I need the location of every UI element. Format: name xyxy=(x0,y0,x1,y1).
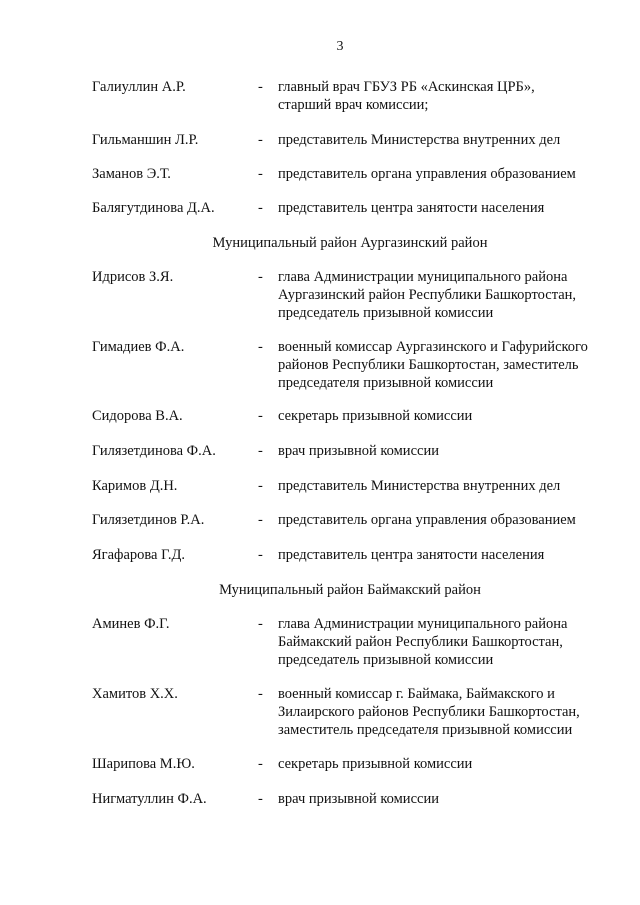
member-name: Сидорова В.А. xyxy=(92,408,183,424)
member-role xyxy=(278,790,623,808)
member-role-line: районов Республики Башкортостан, заместитель xyxy=(278,357,579,373)
member-name: Галиуллин А.Р. xyxy=(92,79,186,95)
member-role-line: глава Администрации муниципального района xyxy=(278,616,568,632)
member-name: Каримов Д.Н. xyxy=(92,478,178,494)
member-role xyxy=(278,755,623,773)
member-name: Нигматуллин Ф.А. xyxy=(92,791,207,807)
member-role xyxy=(278,407,623,425)
member-role xyxy=(278,199,623,217)
member-role-line: председатель призывной комиссии xyxy=(278,652,494,668)
member-role-line: секретарь призывной комиссии xyxy=(278,756,473,772)
member-name: Хамитов Х.Х. xyxy=(92,686,178,702)
member-role-line: Баймакский район Республики Башкортостан, xyxy=(278,634,563,650)
dash-separator: - xyxy=(258,547,263,563)
dash-separator: - xyxy=(258,686,263,702)
member-role-line: Зилаирского районов Республики Башкортостан, xyxy=(278,704,580,720)
dash-separator: - xyxy=(258,478,263,494)
member-name: Идрисов З.Я. xyxy=(92,269,174,285)
dash-separator: - xyxy=(258,791,263,807)
member-name: Ягафарова Г.Д. xyxy=(92,547,185,563)
member-role-line: военный комиссар г. Баймака, Баймакского и xyxy=(278,686,555,702)
member-role xyxy=(278,442,623,460)
member-role-line: представитель центра занятости населения xyxy=(278,200,545,216)
member-name: Гилязетдинов Р.А. xyxy=(92,512,205,528)
dash-separator: - xyxy=(258,339,263,355)
section-heading: Муниципальный район Баймакский район xyxy=(219,582,481,598)
member-role xyxy=(278,131,623,149)
page-number: 3 xyxy=(336,39,344,54)
member-role-line: представитель центра занятости населения xyxy=(278,547,545,563)
dash-separator: - xyxy=(258,616,263,632)
dash-separator: - xyxy=(258,443,263,459)
member-role-line: заместитель председателя призывной комиссии xyxy=(278,722,573,738)
member-role xyxy=(278,477,623,495)
member-role-line: председателя призывной комиссии xyxy=(278,375,494,391)
member-name: Гилязетдинова Ф.А. xyxy=(92,443,216,459)
member-role xyxy=(278,615,623,669)
dash-separator: - xyxy=(258,166,263,182)
member-role-line: врач призывной комиссии xyxy=(278,443,439,459)
dash-separator: - xyxy=(258,512,263,528)
member-role-line: главный врач ГБУЗ РБ «Аскинская ЦРБ», xyxy=(278,79,535,95)
dash-separator: - xyxy=(258,269,263,285)
member-role xyxy=(278,685,623,739)
dash-separator: - xyxy=(258,756,263,772)
member-role-line: представитель органа управления образованием xyxy=(278,512,576,528)
member-role-line: глава Администрации муниципального района xyxy=(278,269,568,285)
member-name: Шарипова М.Ю. xyxy=(92,756,195,772)
member-role xyxy=(278,511,623,529)
member-role-line: председатель призывной комиссии xyxy=(278,305,494,321)
member-role-line: представитель органа управления образованием xyxy=(278,166,576,182)
member-role-line: старший врач комиссии; xyxy=(278,97,429,113)
member-role xyxy=(278,165,623,183)
member-name: Заманов Э.Т. xyxy=(92,166,171,182)
dash-separator: - xyxy=(258,200,263,216)
dash-separator: - xyxy=(258,408,263,424)
member-role-line: военный комиссар Аургазинского и Гафурийского xyxy=(278,339,588,355)
member-role xyxy=(278,546,623,564)
member-role xyxy=(278,268,623,322)
member-role-line: представитель Министерства внутренних дел xyxy=(278,478,561,494)
member-role-line: Аургазинский район Республики Башкортостан, xyxy=(278,287,577,303)
section-heading: Муниципальный район Аургазинский район xyxy=(212,235,488,251)
member-name: Гимадиев Ф.А. xyxy=(92,339,185,355)
member-role xyxy=(278,338,623,392)
dash-separator: - xyxy=(258,132,263,148)
dash-separator: - xyxy=(258,79,263,95)
member-name: Гильманшин Л.Р. xyxy=(92,132,199,148)
member-role-line: секретарь призывной комиссии xyxy=(278,408,473,424)
member-name: Балягутдинова Д.А. xyxy=(92,200,215,216)
member-name: Аминев Ф.Г. xyxy=(92,616,170,632)
member-role-line: врач призывной комиссии xyxy=(278,791,439,807)
member-role-line: представитель Министерства внутренних дел xyxy=(278,132,561,148)
member-role xyxy=(278,78,623,114)
